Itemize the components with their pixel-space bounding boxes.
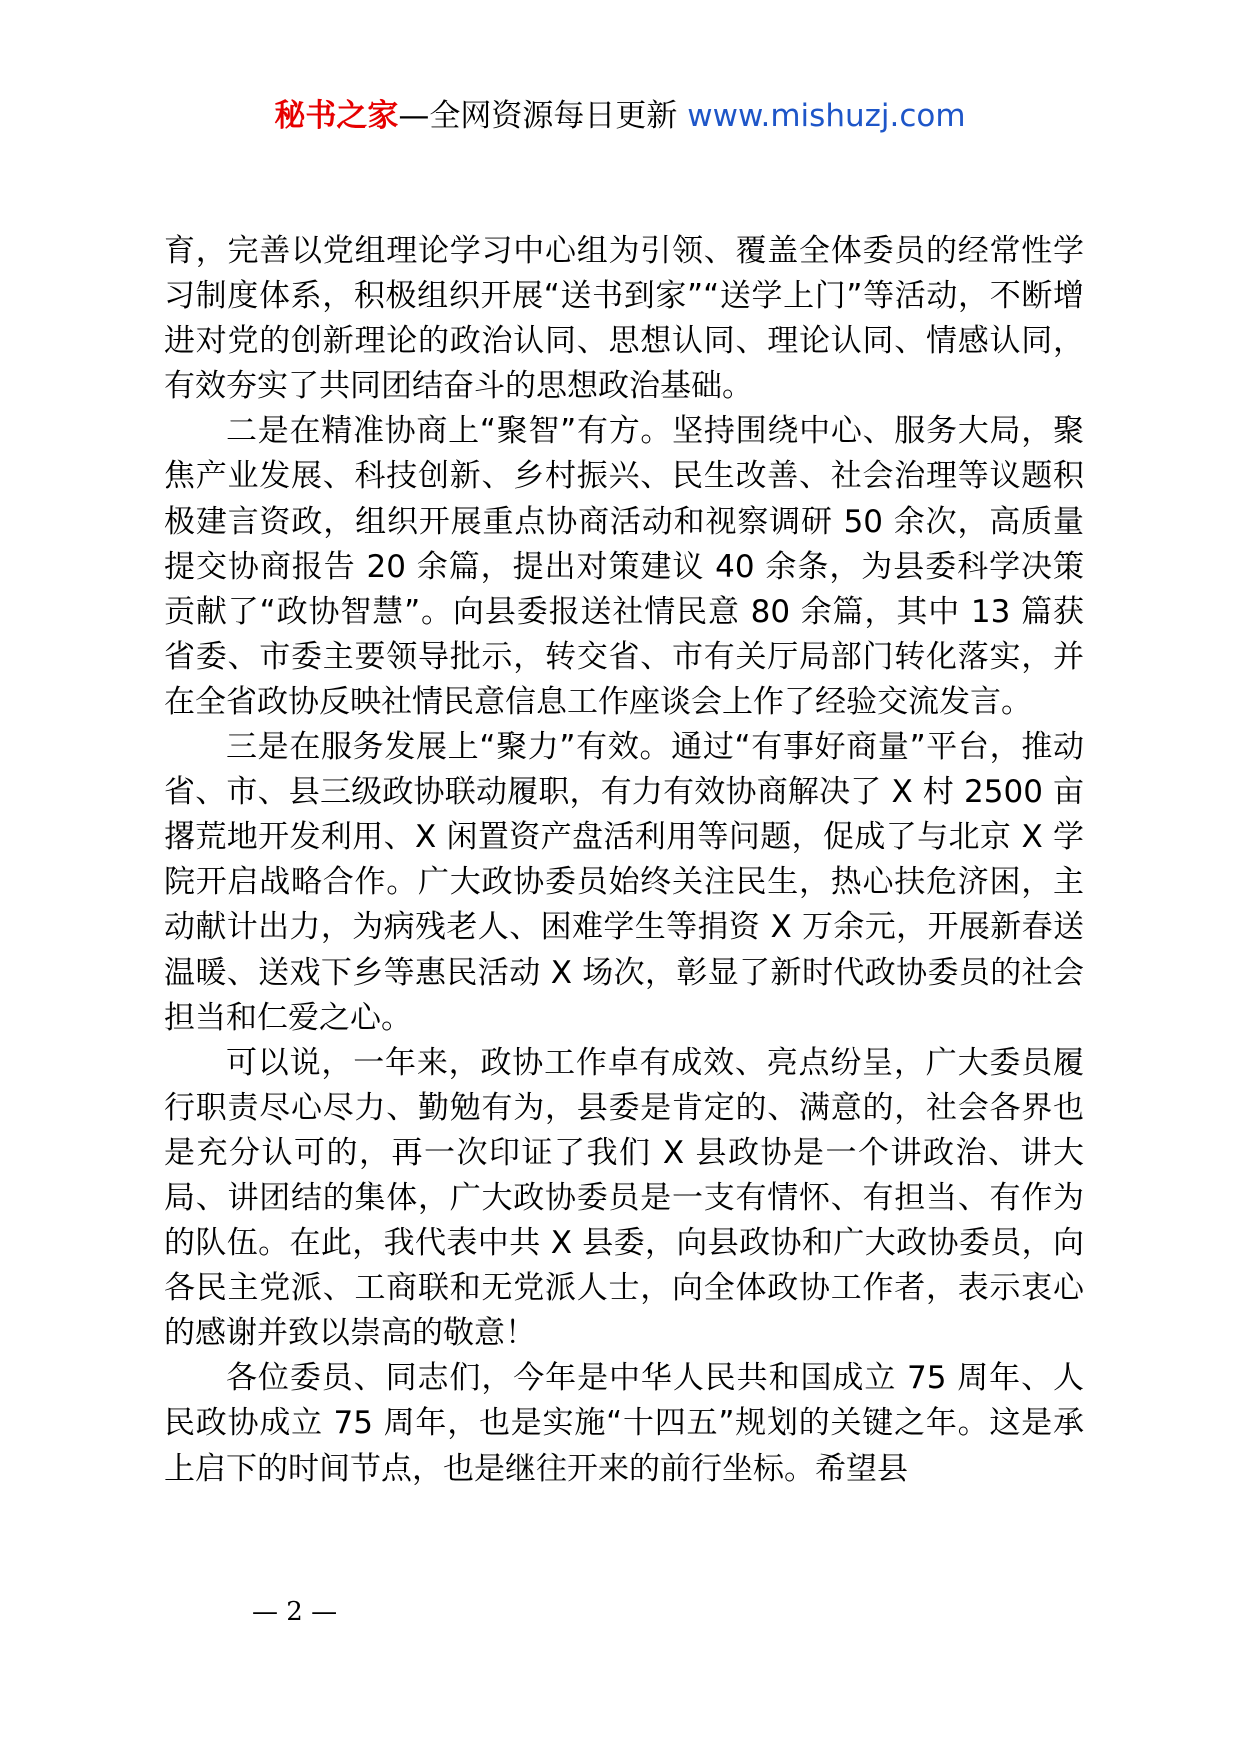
site-brand: 秘书之家 [274,98,399,134]
paragraph-service-development: 三是在服务发展上“聚力”有效。通过“有事好商量”平台，推动省、市、县三级政协联动履职，有力有效协商解决了 X 村 2500 亩撂荒地开发利用、X 闲置资产盘活利用等问题，促成了与北京 X 学院开启战略合作。广大政协委员始终关注民生，热心扶危济困，主动献计出力，为病残老人、困难学生等捐资 X 万余元，开展新春送温暖、送戏下乡等惠民活动 X 场次，彰显了新时代政协委员的社会担当和仁爱之心。 [164,729,1084,1036]
paragraph-continuation: 育，完善以党组理论学习中心组为引领、覆盖全体委员的经常性学习制度体系，积极组织开展“送书到家”“送学上门”等活动，不断增进对党的创新理论的政治认同、思想认同、理论认同、情感认同，有效夯实了共同团结奋斗的思想政治基础。 [164,233,1084,405]
page-number: — 2 — [252,1597,338,1627]
paragraph-consultation: 二是在精准协商上“聚智”有方。坚持围绕中心、服务大局，聚焦产业发展、科技创新、乡村振兴、民生改善、社会治理等议题积极建言资政，组织开展重点协商活动和视察调研 50 余次，高质量提交协商报告 20 余篇，提出对策建议 40 余条，为县委科学决策贡献了“政协智慧”。向县委报送社情民意 80 余篇，其中 13 篇获省委、市委主要领导批示，转交省、市有关厅局部门转化落实，并在全省政协反映社情民意信息工作座谈会上作了经验交流发言。 [164,413,1084,720]
paragraph-anniversary: 各位委员、同志们，今年是中华人民共和国成立 75 周年、人民政协成立 75 周年，也是实施“十四五”规划的关键之年。这是承上启下的时间节点，也是继往开来的前行坐标。希望县 [164,1360,1084,1487]
site-tagline: —全网资源每日更新 [398,98,688,134]
site-header [0,96,1240,136]
paragraph-summary-thanks: 可以说，一年来，政协工作卓有成效、亮点纷呈，广大委员履行职责尽心尽力、勤勉有为，县委是肯定的、满意的，社会各界也是充分认可的，再一次印证了我们 X 县政协是一个讲政治、讲大局、讲团结的集体，广大政协委员是一支有情怀、有担当、有作为的队伍。在此，我代表中共 X 县委，向县政协和广大政协委员，向各民主党派、工商联和无党派人士，向全体政协工作者，表示衷心的感谢并致以崇高的敬意！ [164,1044,1084,1352]
site-url-link[interactable]: www.mishuzj.com [687,98,966,134]
document-body [164,229,1084,1492]
